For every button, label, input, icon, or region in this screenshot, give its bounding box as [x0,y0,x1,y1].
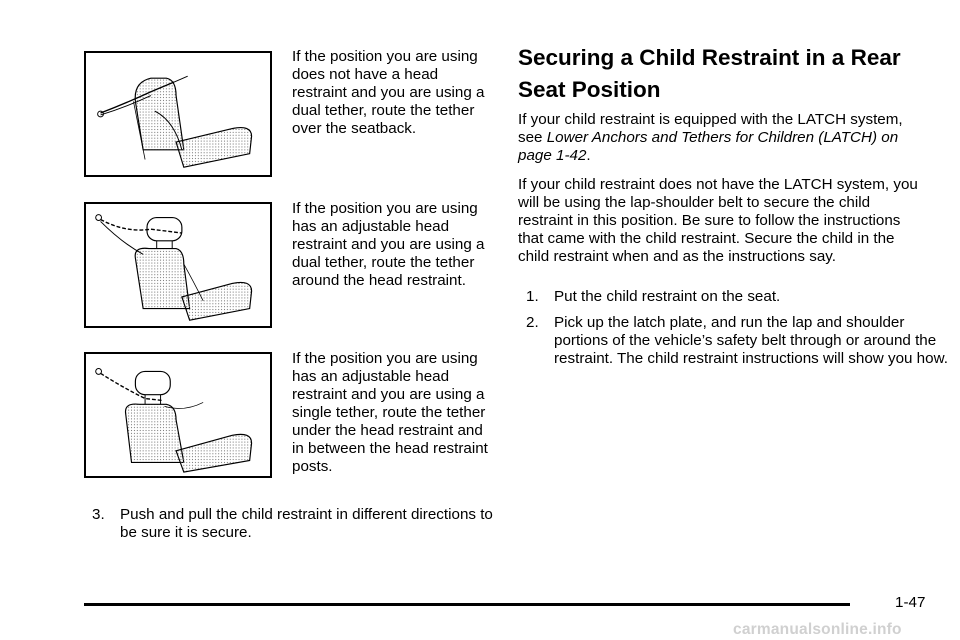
seat-illustration-2 [86,204,270,326]
figure-single-tether-under [84,352,272,478]
footer-rule [84,603,850,606]
step-2 [526,314,954,368]
seat-illustration-1 [86,53,270,175]
para1-suffix: . [586,147,591,164]
para1-prefix: If your child restraint is equipped with the LATCH system, see [518,111,903,146]
step-3 [92,506,510,542]
caption-around-head-restraint: If the position you are using has an adjustable head restraint and you are using a dual tether, route the tether around the head restraint. [292,200,485,289]
section-heading: Securing a Child Restraint in a Rear Seat Position [518,45,901,102]
step-text: Push and pull the child restraint in different directions to be sure it is secure. [120,506,493,541]
caption-under-head-restraint: If the position you are using has an adjustable head restraint and you are using a single tether, route the tether under the head restraint and in between the head restraint posts. [292,350,488,475]
step-1 [526,288,954,306]
caption-seatback: If the position you are using does not have a head restraint and you are using a dual tether, route the tether over the seatback. [292,48,485,137]
seat-illustration-3 [86,354,270,476]
latch-page-link[interactable]: Lower Anchors and Tethers for Children (LATCH) on page 1-42 [518,129,899,164]
watermark: carmanualsonline.info [733,621,902,638]
step-number: 2. [526,314,539,331]
figure-seatback-tether [84,51,272,177]
step-number: 3. [92,506,105,523]
figure-dual-tether-around [84,202,272,328]
step-number: 1. [526,288,539,305]
step-text: Put the child restraint on the seat. [554,288,781,305]
no-latch-paragraph: If your child restraint does not have the LATCH system, you will be using the lap-shoulder belt to secure the child restraint in this position. Be sure to follow the instructions that came with the child restraint. Secure the child in the child restraint when and as the instructions say. [518,176,918,265]
step-text: Pick up the latch plate, and run the lap and shoulder portions of the vehicle’s safety belt through or around the restraint. The child restraint instructions will show you how. [554,314,948,367]
page-number: 1-47 [895,594,926,611]
latch-reference-paragraph [518,111,918,165]
